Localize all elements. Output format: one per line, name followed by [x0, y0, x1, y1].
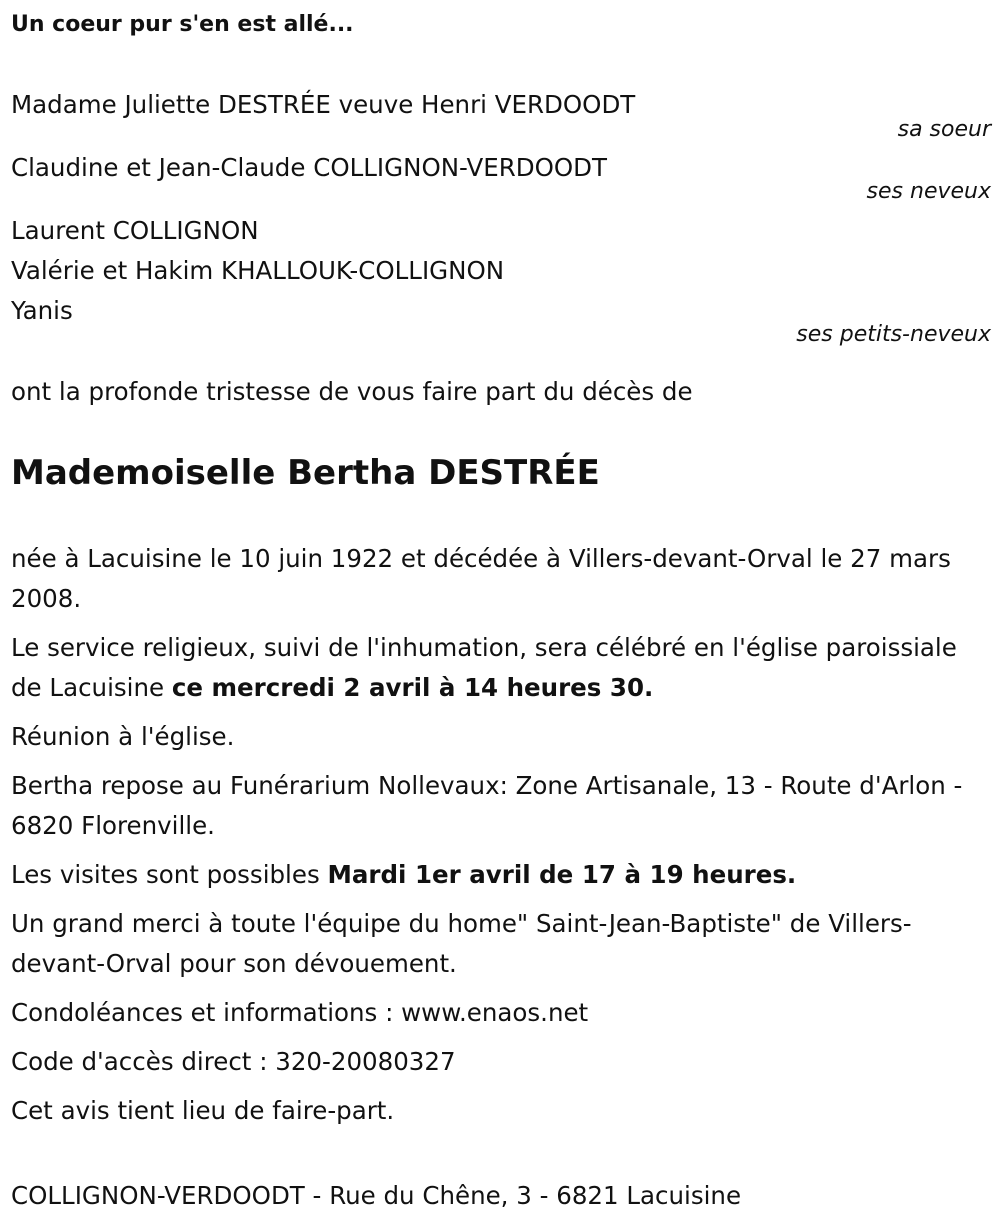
condolences-paragraph: Condoléances et informations : www.enaos.net: [11, 998, 589, 1027]
meeting-paragraph: Réunion à l'église.: [11, 722, 235, 751]
relation-nephews: ses neveux: [866, 179, 991, 204]
deceased-name: Mademoiselle Bertha DESTRÉE: [11, 453, 600, 493]
relation-grandnephews: ses petits-neveux: [796, 322, 991, 347]
visits-date: Mardi 1er avril de 17 à 19 heures.: [327, 860, 797, 889]
announcement-intro: ont la profonde tristesse de vous faire part du décès de: [11, 377, 693, 406]
family-member-yanis: Yanis: [11, 296, 73, 325]
family-member-laurent: Laurent COLLIGNON: [11, 216, 259, 245]
birth-death-paragraph: née à Lacuisine le 10 juin 1922 et décédée à Villers-devant-Orval le 27 mars 2008.: [11, 544, 951, 613]
relation-sister: sa soeur: [897, 117, 991, 142]
access-code-paragraph: Code d'accès direct : 320-20080327: [11, 1047, 456, 1076]
notice-paragraph: Cet avis tient lieu de faire-part.: [11, 1096, 395, 1125]
notice-heading: Un coeur pur s'en est allé...: [11, 12, 354, 37]
family-address: COLLIGNON-VERDOODT - Rue du Chêne, 3 - 6821 Lacuisine: [11, 1181, 742, 1210]
service-text: Le service religieux, suivi de l'inhumation, sera célébré en l'église paroissiale de Lacuisine: [11, 633, 957, 702]
family-member-sister: Madame Juliette DESTRÉE veuve Henri VERDOODT: [11, 90, 636, 119]
thanks-paragraph: Un grand merci à toute l'équipe du home" Saint-Jean-Baptiste" de Villers-devant-Orval pour son dévouement.: [11, 909, 912, 978]
funerarium-paragraph: Bertha repose au Funérarium Nollevaux: Zone Artisanale, 13 - Route d'Arlon - 6820 Florenville.: [11, 771, 963, 840]
notice-body: [11, 539, 989, 1140]
service-paragraph: [11, 628, 989, 708]
family-member-valerie-hakim: Valérie et Hakim KHALLOUK-COLLIGNON: [11, 256, 505, 285]
visits-text: Les visites sont possibles: [11, 860, 328, 889]
service-date: ce mercredi 2 avril à 14 heures 30.: [171, 673, 654, 702]
family-member-nephews: Claudine et Jean-Claude COLLIGNON-VERDOODT: [11, 153, 607, 182]
visits-paragraph: [11, 855, 989, 895]
